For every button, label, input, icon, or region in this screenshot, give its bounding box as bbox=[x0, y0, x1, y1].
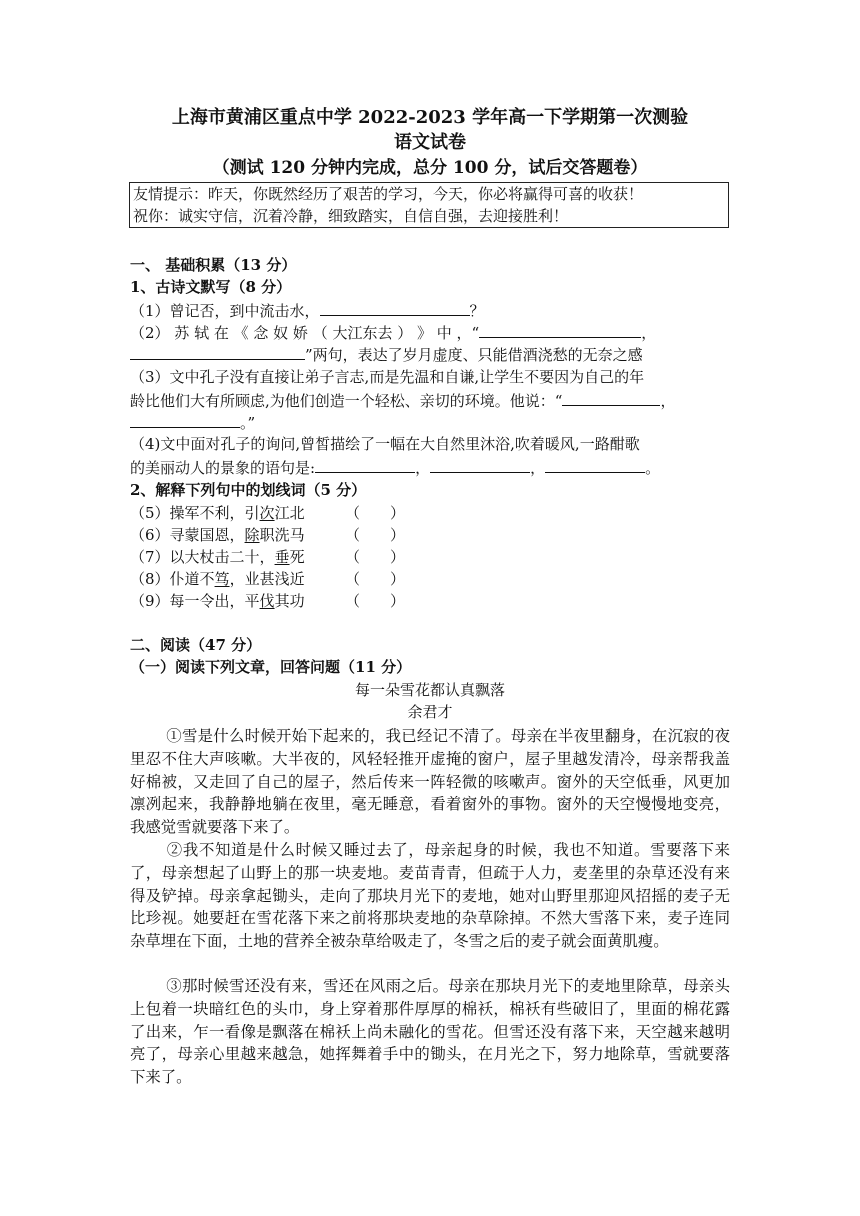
exam-title: 上海市黄浦区重点中学 2022-2023 学年高一下学期第一次测验 bbox=[171, 107, 689, 128]
vocab-item-post: 职洗马 bbox=[259, 526, 305, 544]
vocab-item-pre: （5）操军不利，引 bbox=[130, 504, 260, 522]
answer-parentheses[interactable]: （ ） bbox=[345, 548, 406, 566]
vocab-item-word: 除 bbox=[244, 526, 260, 544]
question-1 bbox=[130, 299, 730, 322]
vocab-item-word: 次 bbox=[259, 504, 275, 522]
answer-parentheses[interactable]: （ ） bbox=[345, 504, 406, 522]
question-3-line-2 bbox=[130, 389, 730, 412]
question-3-line-3 bbox=[130, 411, 730, 434]
answer-blank[interactable] bbox=[562, 389, 660, 406]
paragraph-text: ③那时候雪还没有来，雪还在风雨之后。母亲在那块月光下的麦地里除草，母亲头上包着一块暗红色的头巾，身上穿着那件厚厚的棉袄，棉袄有些破旧了，里面的棉花露了出来，乍一看像是飘落在棉袄上尚未融化的雪花。但雪还没有落下来，天空越来越明亮了，母亲心里越来越急，她挥舞着手中的锄头，在月光之下，努力地除草，雪就要落下来了。 bbox=[130, 977, 730, 1087]
question-4-text: 的美丽动人的景象的语句是: bbox=[130, 459, 316, 477]
question-2-text: （2） 苏 轼 在 《 念 奴 娇 （ 大江东去 ） 》 中 ，“ bbox=[130, 324, 480, 342]
vocab-item bbox=[130, 502, 406, 524]
vocab-item-word: 笃 bbox=[214, 570, 230, 588]
answer-blank[interactable] bbox=[545, 456, 645, 473]
question-3-line-1: （3）文中孔子没有直接让弟子言志,而是先温和自谦,让学生不要因为自己的年 bbox=[130, 368, 645, 386]
vocab-item-word: 垂 bbox=[274, 548, 290, 566]
question-4-line-1: （4)文中面对孔子的询问,曾皙描绘了一幅在大自然里沐浴,吹着暖风,一路酣歌 bbox=[130, 435, 640, 453]
question-1-text: （1）曾记否，到中流击水， bbox=[130, 302, 320, 320]
question-4-line-2 bbox=[130, 456, 730, 479]
question-3-end: 。” bbox=[240, 414, 256, 432]
article-paragraph-2 bbox=[130, 839, 730, 953]
answer-blank[interactable] bbox=[130, 343, 305, 360]
vocab-item bbox=[130, 568, 406, 590]
answer-parentheses[interactable]: （ ） bbox=[345, 570, 406, 588]
part1-heading: 1、古诗文默写（8 分） bbox=[130, 278, 292, 296]
answer-blank[interactable] bbox=[479, 321, 641, 338]
question-2-line-2 bbox=[130, 343, 730, 366]
article-paragraph-1 bbox=[130, 725, 730, 839]
answer-blank[interactable] bbox=[315, 456, 415, 473]
notice-line-1: 友情提示：昨天，你既然经历了艰苦的学习，今天，你必将赢得可喜的收获！ bbox=[133, 185, 644, 203]
paragraph-text: ②我不知道是什么时候又睡过去了，母亲起身的时候，我也不知道。雪要落下来了，母亲想起了山野上的那一块麦地。麦苗青青，但疏于人力，麦垄里的杂草还没有来得及铲掉。母亲拿起锄头，走向了那块月光下的麦地，她对山野里那迎风招摇的麦子无比珍视。她要赶在雪花落下来之前将那块麦地的杂草除掉。不然大雪落下来，麦子连同杂草埋在下面，土地的营养全被杂草给吸走了，冬雪之后的麦子就会面黄肌瘦。 bbox=[130, 841, 730, 951]
question-3-text: 龄比他们大有所顾虑,为他们创造一个轻松、亲切的环境。他说：“ bbox=[130, 392, 563, 410]
part2-heading: 2、解释下列句中的划线词（5 分） bbox=[130, 481, 367, 499]
vocab-item-post: 其功 bbox=[274, 592, 305, 610]
answer-parentheses[interactable]: （ ） bbox=[345, 592, 406, 610]
question-4-sep: ， bbox=[415, 459, 431, 477]
question-4-end: 。 bbox=[645, 459, 661, 477]
section2-heading: 二、阅读（47 分） bbox=[130, 636, 262, 654]
vocab-item-post: 死 bbox=[289, 548, 305, 566]
paragraph-text: ①雪是什么时候开始下起来的，我已经记不清了。母亲在半夜里翻身，在沉寂的夜里忍不住大声咳嗽。大半夜的，风轻轻推开虚掩的窗户，屋子里越发清冷，母亲帮我盖好棉被，又走回了自己的屋子，然后传来一阵轻微的咳嗽声。窗外的天空低垂，风更加凛冽起来，我静静地躺在夜里，毫无睡意，看着窗外的事物。窗外的天空慢慢地变亮，我感觉雪就要落下来了。 bbox=[130, 727, 730, 837]
article-author: 余君才 bbox=[407, 703, 453, 721]
vocab-item bbox=[130, 546, 406, 568]
vocab-item bbox=[130, 590, 406, 612]
exam-subject: 语文试卷 bbox=[394, 132, 466, 153]
vocab-item-word: 伐 bbox=[259, 592, 275, 610]
answer-parentheses[interactable]: （ ） bbox=[345, 526, 406, 544]
article-title: 每一朵雪花都认真飘落 bbox=[354, 681, 505, 699]
question-2-end: ”两句，表达了岁月虚度、只能借酒浇愁的无奈之感 bbox=[305, 346, 643, 364]
vocab-item bbox=[130, 524, 406, 546]
vocab-item-pre: （7）以大杖击二十， bbox=[130, 548, 275, 566]
reading-part1-heading: （一）阅读下列文章，回答问题（11 分） bbox=[130, 658, 412, 676]
vocab-item-post: ，业甚浅近 bbox=[229, 570, 305, 588]
question-1-end: ？ bbox=[469, 302, 485, 320]
answer-blank[interactable] bbox=[130, 411, 240, 428]
question-3-comma: ， bbox=[660, 392, 676, 410]
answer-blank[interactable] bbox=[320, 299, 470, 316]
vocab-item-post: 江北 bbox=[274, 504, 305, 522]
vocab-item-pre: （9）每一令出，平 bbox=[130, 592, 260, 610]
exam-subtitle: （测试 120 分钟内完成，总分 100 分，试后交答题卷） bbox=[212, 158, 648, 178]
question-2-line-1 bbox=[130, 321, 730, 344]
section1-heading: 一、 基础积累（13 分） bbox=[130, 256, 297, 274]
answer-blank[interactable] bbox=[430, 456, 530, 473]
vocab-item-pre: （6）寻蒙国恩， bbox=[130, 526, 245, 544]
vocab-item-pre: （8）仆道不 bbox=[130, 570, 215, 588]
article-paragraph-3 bbox=[130, 975, 730, 1089]
question-2-comma: ， bbox=[641, 324, 657, 342]
question-4-sep: ， bbox=[530, 459, 546, 477]
notice-line-2: 祝你：诚实守信，沉着冷静，细致踏实，自信自强，去迎接胜利！ bbox=[133, 207, 569, 225]
